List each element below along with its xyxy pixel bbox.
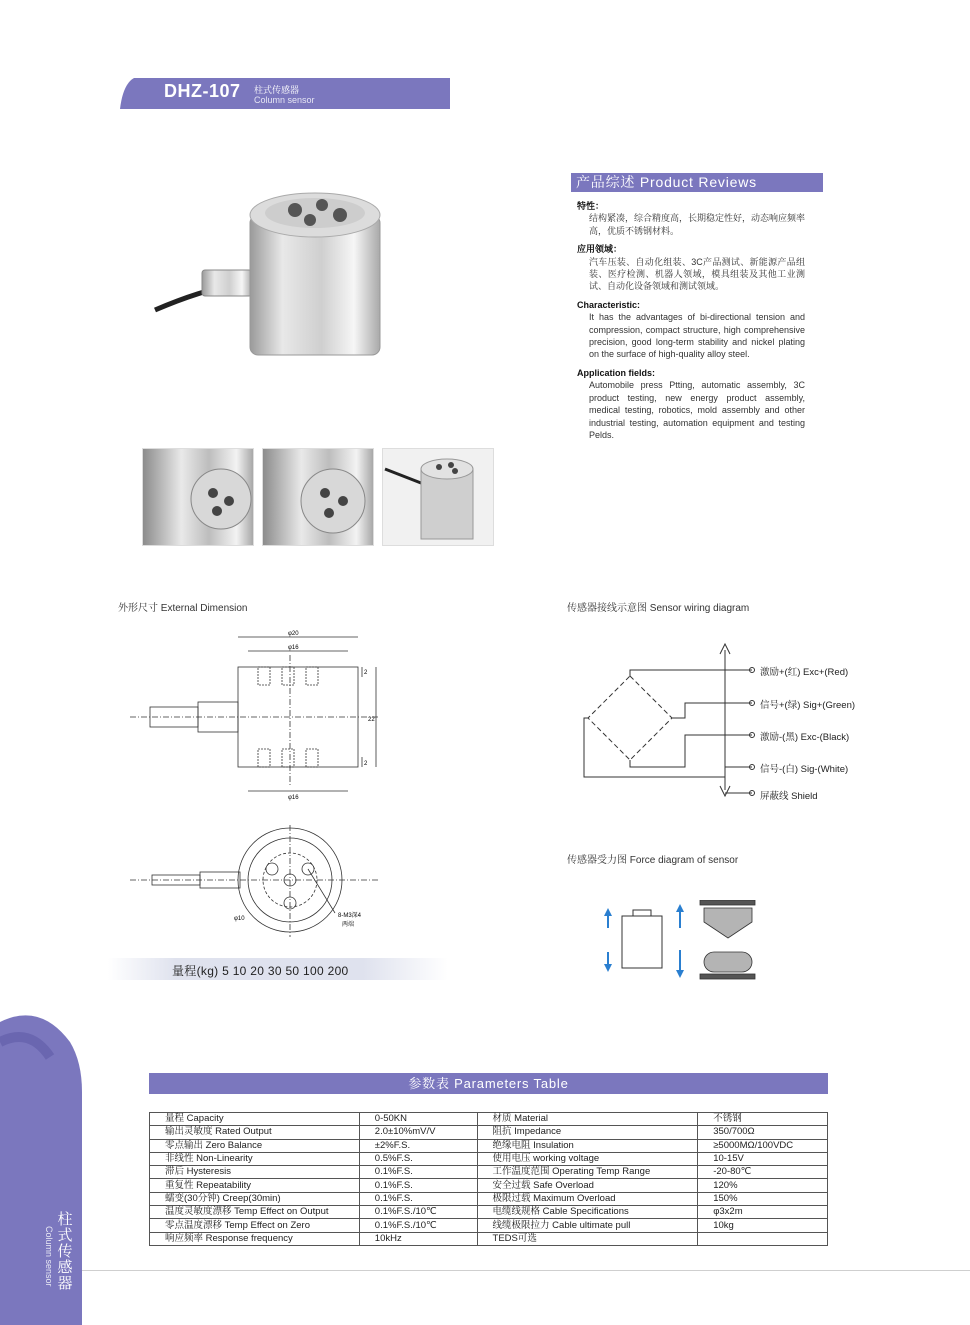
- wire-exc-minus: 激励-(黑) Exc-(Black): [760, 732, 850, 743]
- table-cell: 0.1%F.S./10℃: [359, 1219, 477, 1232]
- side-title-en: Column sensor: [44, 1226, 54, 1287]
- table-cell: 不锈钢: [698, 1113, 828, 1126]
- reviews-title-bar: 产品综述 Product Reviews: [571, 173, 823, 192]
- wire-sig-minus: 信号-(白) Sig-(White): [760, 764, 849, 775]
- dimension-drawing-side: [130, 625, 380, 805]
- table-cell: 滞后 Hysteresis: [150, 1166, 360, 1179]
- table-cell: -20-80℃: [698, 1166, 828, 1179]
- dim-d20: φ20: [288, 631, 299, 637]
- table-cell: [698, 1232, 828, 1245]
- force-diagram: [600, 900, 760, 985]
- table-cell: 零点输出 Zero Balance: [150, 1139, 360, 1152]
- wire-shield: 屏蔽线 Shield: [760, 791, 818, 802]
- wiring-diagram: [580, 640, 760, 805]
- params-title-bar: 参数表 Parameters Table: [149, 1073, 828, 1094]
- thumbnail-photo-2: [262, 448, 374, 546]
- table-cell: 零点温度漂移 Temp Effect on Zero: [150, 1219, 360, 1232]
- bottom-rule: [82, 1270, 970, 1271]
- table-row: [150, 1192, 828, 1205]
- table-cell: φ3x2m: [698, 1206, 828, 1219]
- capacity-range: 量程(kg) 5 10 20 30 50 100 200: [172, 964, 349, 978]
- main-product-image: [150, 185, 390, 360]
- table-cell: 极限过载 Maximum Overload: [477, 1192, 698, 1205]
- review-text: 结构紧凑，综合精度高，长期稳定性好，动态响应频率高，优质不锈钢材料。: [589, 213, 806, 236]
- table-cell: 0.5%F.S.: [359, 1152, 477, 1165]
- review-text: It has the advantages of bi-directional tension and compression, compact structure, high comprehensive precision, good long-term stability and nickel plating on the surface of high-quality alloy steel.: [589, 312, 805, 360]
- table-cell: 阻抗 Impedance: [477, 1126, 698, 1139]
- parameters-table: [149, 1112, 828, 1246]
- table-cell: 10kHz: [359, 1232, 477, 1245]
- dim-h2-bottom: 2: [364, 761, 368, 767]
- title-en: Column sensor: [254, 95, 315, 105]
- force-caption: 传感器受力图 Force diagram of sensor: [567, 855, 739, 866]
- dim-thread: 8-M3深4: [338, 913, 362, 919]
- dim-h2-top: 2: [364, 670, 368, 676]
- table-cell: 使用电压 working voltage: [477, 1152, 698, 1165]
- review-heading: Characteristic:: [577, 299, 641, 310]
- table-cell: 温度灵敏度漂移 Temp Effect on Output: [150, 1206, 360, 1219]
- table-cell: 350/700Ω: [698, 1126, 828, 1139]
- thumbnail-photo-1: [142, 448, 254, 546]
- range-strip: [108, 958, 448, 980]
- review-heading: 应用领域：: [577, 244, 623, 255]
- review-heading: 特性：: [577, 201, 605, 211]
- table-cell: 0.1%F.S.: [359, 1179, 477, 1192]
- table-cell: 响应频率 Response frequency: [150, 1232, 360, 1245]
- table-cell: 0-50KN: [359, 1113, 477, 1126]
- table-cell: 工作温度范围 Operating Temp Range: [477, 1166, 698, 1179]
- dim-d10: φ10: [234, 916, 245, 922]
- table-cell: 线缆极限拉力 Cable ultimate pull: [477, 1219, 698, 1232]
- table-cell: 材质 Material: [477, 1113, 698, 1126]
- table-cell: 安全过载 Safe Overload: [477, 1179, 698, 1192]
- dimension-drawing-top: [130, 825, 380, 940]
- wire-sig-plus: 信号+(绿) Sig+(Green): [760, 700, 856, 711]
- table-cell: 量程 Capacity: [150, 1113, 360, 1126]
- table-cell: 10-15V: [698, 1152, 828, 1165]
- table-cell: ≥5000MΩ/100VDC: [698, 1139, 828, 1152]
- side-title-cn: 柱式传感器: [57, 1211, 73, 1292]
- table-row: [150, 1166, 828, 1179]
- table-row: [150, 1206, 828, 1219]
- table-cell: ±2%F.S.: [359, 1139, 477, 1152]
- wiring-caption: 传感器接线示意图 Sensor wiring diagram: [567, 603, 750, 614]
- dim-h22: 22: [368, 717, 375, 723]
- dim-d16-top: φ16: [288, 645, 299, 651]
- thumbnail-photo-3: [382, 448, 494, 546]
- table-row: [150, 1179, 828, 1192]
- table-cell: TEDS可选: [477, 1232, 698, 1245]
- table-row: [150, 1126, 828, 1139]
- table-cell: 150%: [698, 1192, 828, 1205]
- review-text: Automobile press Ptting, automatic assembly, 3C product testing, new energy product assembly, medical testing, robotics, mold assembly and other industrial testing, automation equipment and testing Pelds.: [589, 380, 805, 440]
- wire-exc-plus: 激励+(红) Exc+(Red): [760, 667, 849, 678]
- table-cell: 电缆线规格 Cable Specifications: [477, 1206, 698, 1219]
- review-text: 汽车压装、自动化组装、3C产品测试、新能源产品组装、医疗检测、机器人领域，模具组装及其他工业测试、自动化设备领域和测试领域。: [589, 256, 805, 292]
- table-row: [150, 1219, 828, 1232]
- table-row: [150, 1152, 828, 1165]
- table-cell: 10kg: [698, 1219, 828, 1232]
- table-row: [150, 1113, 828, 1126]
- dimension-caption: 外形尺寸 External Dimension: [118, 603, 248, 614]
- table-cell: 120%: [698, 1179, 828, 1192]
- table-cell: 0.1%F.S./10℃: [359, 1206, 477, 1219]
- dim-d16-bottom: φ16: [288, 795, 299, 801]
- table-cell: 2.0±10%mV/V: [359, 1126, 477, 1139]
- review-heading: Application fields:: [577, 367, 656, 378]
- title-cn: 柱式传感器: [254, 85, 300, 95]
- table-cell: 蠕变(30分钟) Creep(30min): [150, 1192, 360, 1205]
- table-cell: 非线性 Non-Linearity: [150, 1152, 360, 1165]
- dim-both-ends: 两端: [342, 922, 355, 928]
- table-row: [150, 1139, 828, 1152]
- table-cell: 0.1%F.S.: [359, 1166, 477, 1179]
- table-cell: 绝缘电阻 Insulation: [477, 1139, 698, 1152]
- table-cell: 0.1%F.S.: [359, 1192, 477, 1205]
- table-row: [150, 1232, 828, 1245]
- table-cell: 输出灵敏度 Rated Output: [150, 1126, 360, 1139]
- header-tab: [120, 78, 450, 109]
- model-code: DHZ-107: [164, 81, 241, 101]
- reviews-content: [577, 198, 805, 447]
- table-cell: 重复性 Repeatability: [150, 1179, 360, 1192]
